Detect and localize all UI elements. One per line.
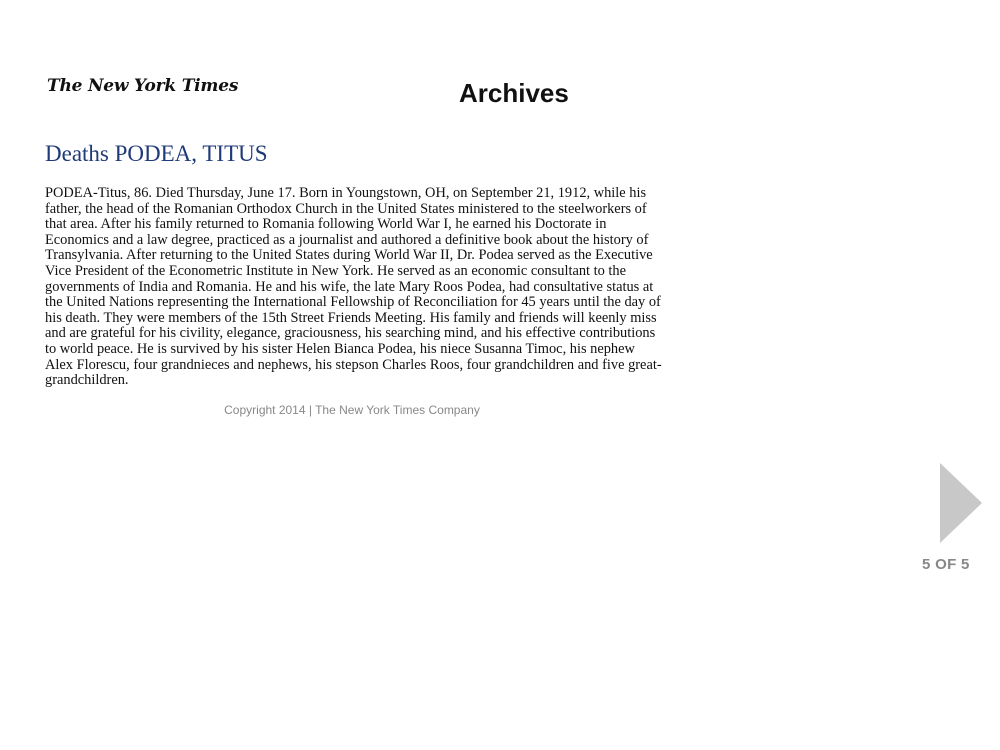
next-page-button[interactable] (940, 463, 982, 543)
article-headline: Deaths PODEA, TITUS (45, 141, 268, 166)
chevron-right-icon (940, 463, 982, 543)
page-title: Archives (459, 78, 569, 108)
article-body: PODEA-Titus, 86. Died Thursday, June 17. Born in Youngstown, OH, on September 21, 1912, while his father, the head of the Romanian Orthodox Church in the United States ministered to the steelworkers of that area. After his family returned to Romania following World War I, he earned his Doctorate in Economics and a law degree, practiced as a journalist and authored a definitive book about the history of Transylvania. After returning to the United States during World War II, Dr. Podea served as the Executive Vice President of the Econometric Institute in New York. He served as an economic consultant to the governments of India and Romania. He and his wife, the late Mary Roos Podea, had consultative status at the United Nations representing the International Fellowship of Reconciliation for 45 years until the day of his death. They were members of the 15th Street Friends Meeting. His family and friends will keenly miss and are grateful for his civility, elegance, graciousness, his searching mind, and his effective contributions to world peace. He is survived by his sister Helen Bianca Podea, his niece Susanna Timoc, his nephew Alex Florescu, four grandnieces and nephews, his stepson Charles Roos, four grandchildren and five great-grandchildren. (45, 185, 662, 389)
nyt-logo: The New York Times (47, 76, 239, 96)
page-counter: 5 OF 5 (922, 556, 970, 573)
copyright-notice: Copyright 2014 | The New York Times Company (224, 403, 480, 417)
